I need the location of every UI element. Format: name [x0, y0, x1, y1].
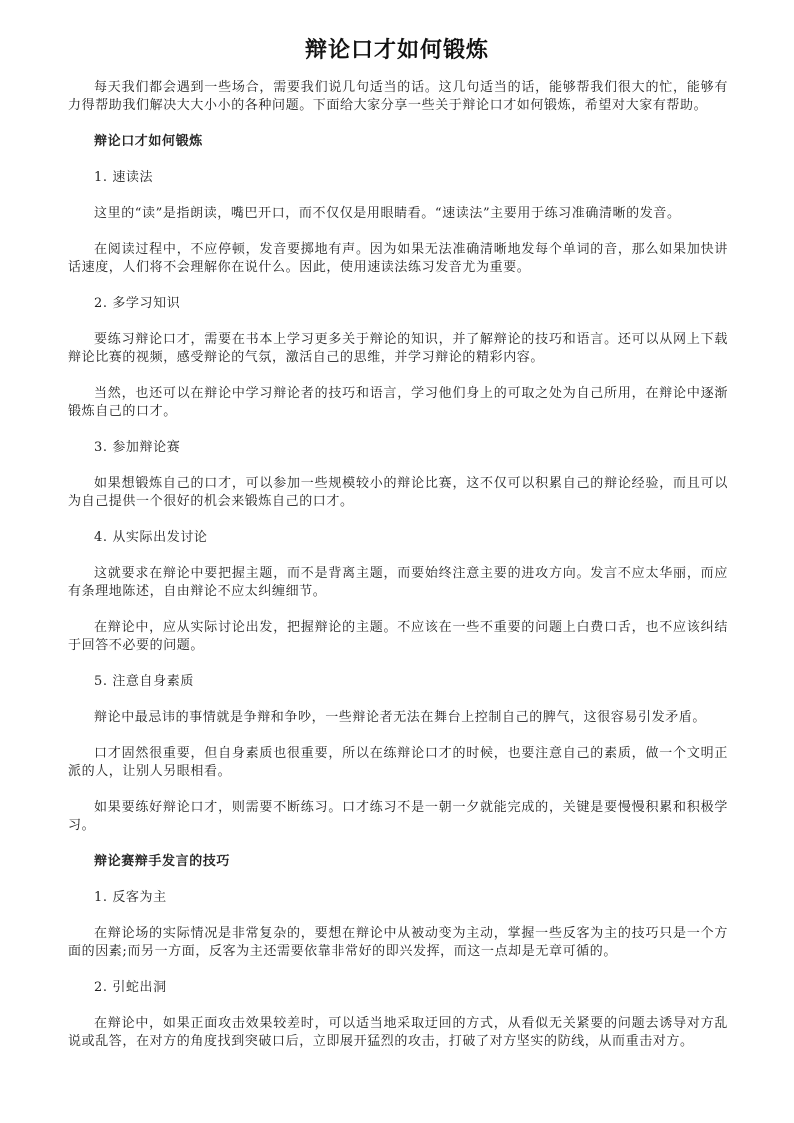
paragraph: 1. 速读法	[94, 170, 154, 185]
paragraph: 3. 参加辩论赛	[94, 440, 181, 455]
paragraph: 在辩论场的实际情况是非常复杂的，要想在辩论中从被动变为主动，掌握一些反客为主的技巧只是一个方面的因素;而另一方面，反客为主还需要依靠非常好的即兴发挥，而这一点却是无章可循的。	[68, 926, 728, 959]
section-heading: 辩论口才如何锻炼	[94, 134, 203, 149]
paragraph: 辩论中最忌讳的事情就是争辩和争吵，一些辩论者无法在舞台上控制自己的脾气，这很容易引发矛盾。	[94, 710, 707, 725]
document-title: 辩论口才如何锻炼	[304, 37, 489, 63]
paragraph: 4. 从实际出发讨论	[94, 530, 208, 545]
paragraph: 这里的“读”是指朗读，嘴巴开口，而不仅仅是用眼睛看。“速读法”主要用于练习准确清晰的发音。	[94, 206, 681, 221]
paragraph: 要练习辩论口才，需要在书本上学习更多关于辩论的知识，并了解辩论的技巧和语言。还可以从网上下载辩论比赛的视频，感受辩论的气氛，激活自己的思维，并学习辩论的精彩内容。	[68, 332, 728, 365]
paragraph: 在辩论中，应从实际讨论出发，把握辩论的主题。不应该在一些不重要的问题上白费口舌，也不应该纠结于回答不必要的问题。	[68, 620, 728, 653]
paragraph: 2. 多学习知识	[94, 296, 181, 311]
paragraph: 5. 注意自身素质	[94, 674, 194, 689]
paragraph: 这就要求在辩论中要把握主题，而不是背离主题，而要始终注意主要的进攻方向。发言不应太华丽，而应有条理地陈述，自由辩论不应太纠缠细节。	[68, 566, 728, 599]
paragraph: 2. 引蛇出洞	[94, 980, 167, 995]
paragraph: 当然，也还可以在辩论中学习辩论者的技巧和语言，学习他们身上的可取之处为自己所用，在辩论中逐渐锻炼自己的口才。	[68, 386, 728, 419]
paragraph: 在阅读过程中，不应停顿，发音要掷地有声。因为如果无法准确清晰地发每个单词的音，那么如果加快讲话速度，人们将不会理解你在说什么。因此，使用速读法练习发音尤为重要。	[68, 242, 728, 275]
paragraph: 1. 反客为主	[94, 890, 167, 905]
paragraph: 如果想锻炼自己的口才，可以参加一些规模较小的辩论比赛，这不仅可以积累自己的辩论经验，而且可以为自己提供一个很好的机会来锻炼自己的口才。	[68, 476, 728, 509]
paragraph: 每天我们都会遇到一些场合，需要我们说几句适当的话。这几句适当的话，能够帮我们很大的忙，能够有力得帮助我们解决大大小小的各种问题。下面给大家分享一些关于辩论口才如何锻炼，希望对大家有帮助。	[68, 80, 728, 113]
section-heading: 辩论赛辩手发言的技巧	[94, 854, 231, 869]
paragraph: 口才固然很重要，但自身素质也很重要，所以在练辩论口才的时候，也要注意自己的素质，做一个文明正派的人，让别人另眼相看。	[68, 746, 728, 779]
paragraph: 如果要练好辩论口才，则需要不断练习。口才练习不是一朝一夕就能完成的，关键是要慢慢积累和积极学习。	[68, 800, 728, 833]
paragraph: 在辩论中，如果正面攻击效果较差时，可以适当地采取迂回的方式，从看似无关紧要的问题去诱导对方乱说或乱答，在对方的角度找到突破口后，立即展开猛烈的攻击，打破了对方坚实的防线，从而重击对方。	[68, 1016, 728, 1049]
document-body	[68, 79, 728, 1069]
